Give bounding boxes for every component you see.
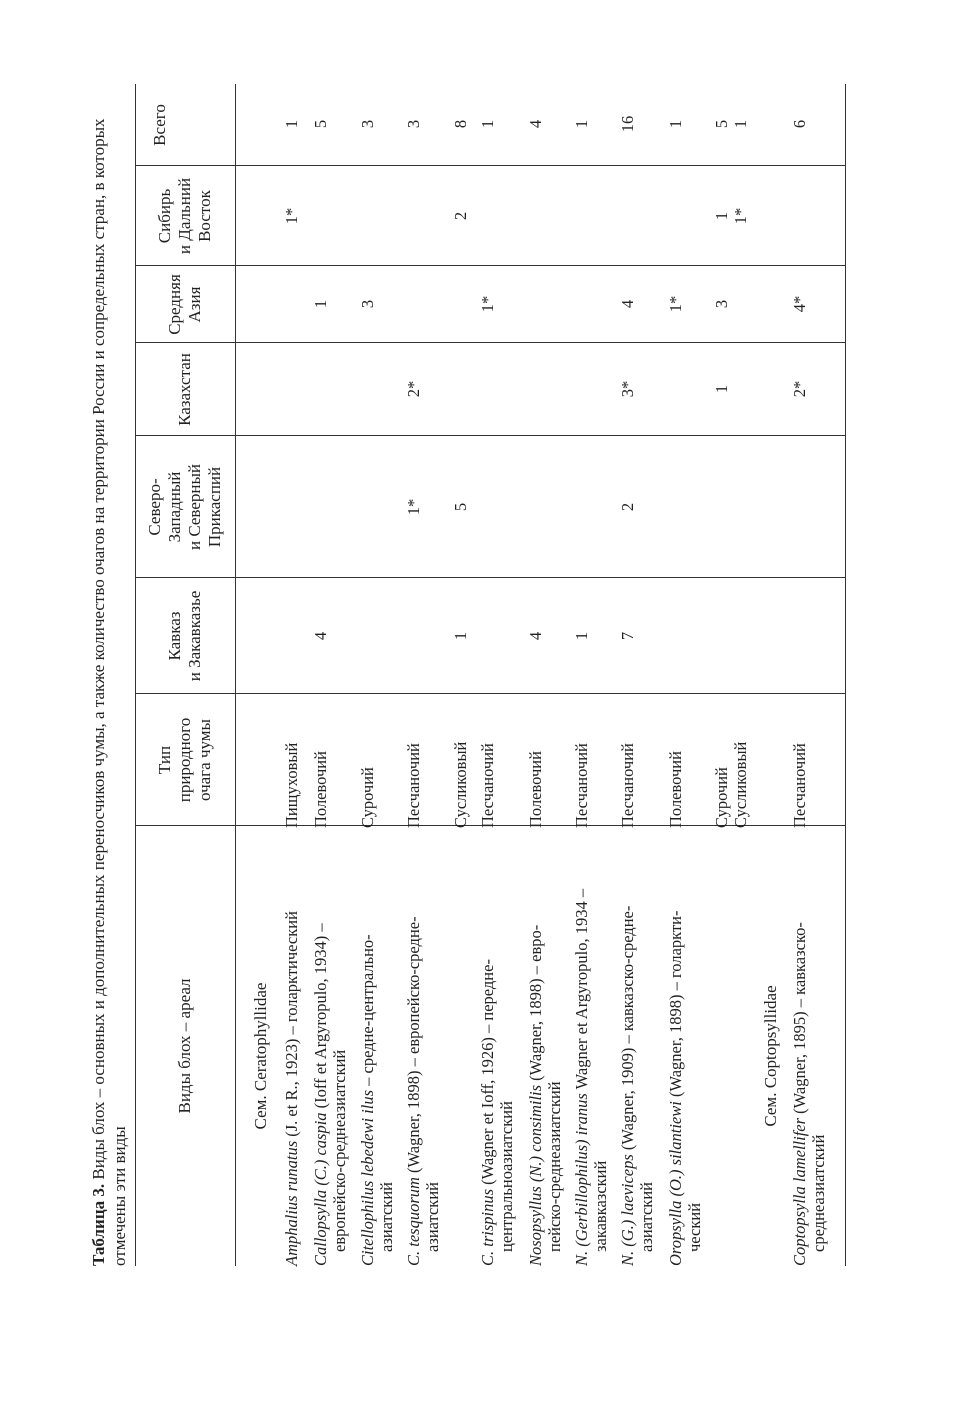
count-tot: 6	[790, 119, 809, 129]
caption-label: Таблица 3.	[89, 1183, 108, 1266]
header-northwest-line: Западный	[165, 471, 184, 543]
count-ca: 4*	[790, 295, 809, 313]
count-sib: 2	[451, 211, 470, 221]
count-tot: 1	[572, 119, 591, 129]
focus-type-cell: Песчаночий	[404, 743, 423, 828]
species-authority: (J. et R., 1923) – голарктический	[282, 911, 301, 1141]
focus-type-cell: Полевочий	[311, 751, 330, 828]
header-siberia-line: Восток	[195, 190, 214, 242]
count-tot: 3	[404, 119, 423, 129]
count-nw: 5	[451, 502, 470, 512]
species-authority: – средне-центрально-	[358, 934, 377, 1090]
species-authority: (Wagner, 1898) – голаркти-	[666, 910, 685, 1102]
header-type-line: природного	[175, 717, 194, 803]
header-northwest-line: Северо-	[145, 478, 164, 536]
header-species	[135, 826, 235, 1266]
col-rule-5	[135, 342, 845, 343]
species-authority: (Wagner, 1898) – европейско-средне-	[404, 916, 423, 1178]
count-kz: 2*	[790, 380, 809, 398]
species-cell	[526, 846, 564, 1266]
count-nw: 2	[618, 502, 637, 512]
count-ca: 1*	[666, 295, 685, 313]
header-central-asia-line: Средняя	[165, 274, 184, 335]
count-ca: 3	[358, 299, 377, 309]
count-cau: 4	[526, 631, 545, 641]
family-heading: Сем. Coptopsyllidae	[761, 985, 780, 1127]
species-cell	[358, 846, 396, 1266]
focus-type-cell: Полевочий	[526, 751, 545, 828]
focus-type-cell: Песчаночий	[618, 743, 637, 828]
header-kazakhstan-text: Казахстан	[175, 353, 194, 426]
header-type	[135, 694, 235, 826]
focus-type-cell: Полевочий	[666, 751, 685, 828]
species-line	[666, 846, 685, 1266]
count-nw: 1*	[404, 498, 423, 516]
species-range: пейско-среднеазиатский	[545, 1081, 564, 1252]
species-authority: (Ioff et Argyropulo, 1934) –	[311, 923, 330, 1113]
header-caucasus-line: и Закавказье	[185, 590, 204, 682]
header-species-text: Виды блох – ареал	[175, 978, 194, 1114]
count-ca: 1	[311, 299, 330, 309]
species-line	[311, 846, 330, 1266]
count-tot: 16	[618, 115, 637, 133]
species-line	[572, 846, 591, 1266]
count-sib: 1*	[731, 207, 750, 225]
header-caucasus	[135, 578, 235, 694]
species-authority: (Wagner, 1895) – кавказско-	[790, 922, 809, 1118]
count-cau: 4	[311, 631, 330, 641]
species-line	[358, 846, 377, 1266]
species-authority: (Wagner et Ioff, 1926) – передне-	[478, 959, 497, 1189]
count-cau: 7	[618, 631, 637, 641]
species-range: закавказский	[591, 1160, 610, 1252]
species-name: Oropsylla (O.) silantiewi	[666, 1101, 685, 1266]
header-total	[110, 84, 210, 166]
count-tot: 1	[282, 119, 301, 129]
count-sib: 1*	[282, 207, 301, 225]
count-tot: 8	[451, 119, 470, 129]
focus-type-cell: Сурочий	[712, 767, 731, 828]
species-cell	[282, 846, 301, 1266]
col-rule-2	[135, 693, 845, 694]
species-name: Callopsylla (C.) caspia	[311, 1112, 330, 1266]
table-caption	[88, 76, 130, 1266]
table-bottom-rule	[845, 84, 846, 1266]
species-name: Citellophilus lebedewi ilus	[358, 1090, 377, 1266]
species-range: среднеазиатский	[809, 1134, 828, 1252]
species-name: C. tesquorum	[404, 1177, 423, 1266]
species-cell	[790, 846, 828, 1266]
count-tot: 3	[358, 119, 377, 129]
species-line	[526, 846, 545, 1266]
count-cau: 1	[451, 631, 470, 641]
count-cau: 1	[572, 631, 591, 641]
header-bottom-rule	[235, 84, 236, 1266]
col-rule-4	[135, 435, 845, 436]
count-tot: 1	[666, 119, 685, 129]
header-caucasus-line: Кавказ	[165, 611, 184, 661]
header-kazakhstan	[135, 343, 235, 436]
species-authority: (Wagner, 1909) – кавказско-средне-	[618, 905, 637, 1155]
species-cell	[618, 846, 656, 1266]
header-central-asia	[135, 266, 235, 343]
header-northwest-line: и Северный	[185, 463, 204, 551]
col-rule-6	[135, 265, 845, 266]
focus-type-cell: Сусликовый	[451, 741, 470, 828]
species-authority: (Wagner, 1898) – евро-	[526, 924, 545, 1085]
species-cell	[666, 846, 704, 1266]
count-ca: 4	[618, 299, 637, 309]
count-sib: 1	[712, 211, 731, 221]
species-name: Nosopsyllus (N.) consimilis	[526, 1084, 545, 1266]
header-siberia-line: и Дальний	[175, 177, 194, 255]
species-range: азиатский	[637, 1182, 656, 1252]
header-northwest	[135, 436, 235, 578]
focus-type-cell: Пищуховый	[282, 742, 301, 828]
species-line	[790, 846, 809, 1266]
species-range: европейско-среднеазиатский	[330, 1049, 349, 1252]
species-range: азиатский	[377, 1182, 396, 1252]
count-kz: 2*	[404, 380, 423, 398]
count-tot: 5	[712, 119, 731, 129]
species-name: N. (G.) laeviceps	[618, 1154, 637, 1266]
species-line	[282, 846, 301, 1266]
header-northwest-line: Прикаспий	[205, 466, 224, 548]
species-name: C. trispinus	[478, 1188, 497, 1266]
species-authority: Wagner et Argyropulo, 1934 –	[572, 888, 591, 1094]
count-tot: 5	[311, 119, 330, 129]
header-siberia-line: Сибирь	[155, 188, 174, 244]
focus-type-cell: Песчаночий	[572, 743, 591, 828]
col-rule-7	[135, 165, 845, 166]
header-type-line: Тип	[155, 745, 174, 775]
species-cell	[478, 846, 516, 1266]
header-total-text: Всего	[150, 104, 169, 146]
count-ca: 3	[712, 299, 731, 309]
species-cell	[572, 846, 610, 1266]
species-line	[478, 846, 497, 1266]
species-cell	[311, 846, 349, 1266]
focus-type-cell: Сусликовый	[731, 741, 750, 828]
col-rule-3	[135, 577, 845, 578]
species-line	[404, 846, 423, 1266]
count-ca: 1*	[478, 295, 497, 313]
focus-type-cell: Песчаночий	[478, 743, 497, 828]
focus-type-cell: Сурочий	[358, 767, 377, 828]
species-range: азиатский	[423, 1182, 442, 1252]
family-heading: Сем. Ceratophyllidae	[251, 982, 270, 1130]
caption-text: Виды блох – основных и дополнительных переносчиков чумы, а также количество очагов на территории России и сопредельных стран, в которых отмечены эти виды	[89, 118, 129, 1266]
species-name: Coptopsylla lamellifer	[790, 1117, 809, 1266]
species-range: центральноазиатский	[497, 1101, 516, 1252]
species-line	[618, 846, 637, 1266]
count-kz: 3*	[618, 380, 637, 398]
header-siberia	[135, 166, 235, 266]
species-range: ческий	[685, 1202, 704, 1252]
species-name: Amphalius runatus	[282, 1140, 301, 1266]
species-cell	[404, 846, 442, 1266]
count-tot: 1	[478, 119, 497, 129]
focus-type-cell: Песчаночий	[790, 743, 809, 828]
count-tot: 1	[731, 119, 750, 129]
header-central-asia-line: Азия	[185, 286, 204, 323]
count-kz: 1	[712, 384, 731, 394]
header-type-line: очага чумы	[195, 719, 214, 801]
species-name: N. (Gerbillophilus) iranus	[572, 1093, 591, 1266]
count-tot: 4	[526, 119, 545, 129]
